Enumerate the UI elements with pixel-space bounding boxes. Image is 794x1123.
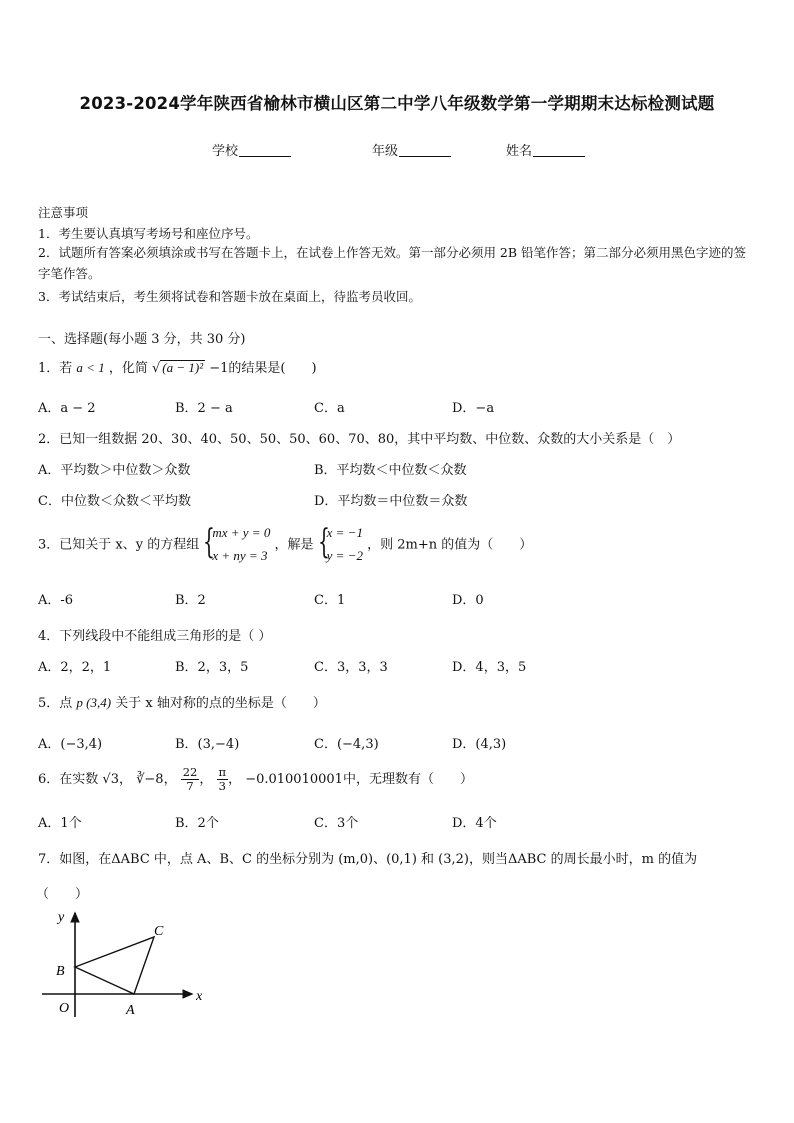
point-c-label: C bbox=[154, 924, 164, 939]
q6-sqrt3: √3 bbox=[102, 772, 119, 787]
point-a-label: A bbox=[126, 1003, 135, 1018]
question-7: 7．如图，在ΔABC 中，点 A、B、C 的坐标分别为 (m,0)、(0,1) 和 (3,2)，则当ΔABC 的周长最小时，m 的值为 bbox=[38, 852, 698, 867]
q3-pre: 3．已知关于 x、y 的方程组 bbox=[38, 537, 200, 553]
q1-option-b: B．2 − a bbox=[175, 401, 233, 416]
grade-label: 年级 bbox=[372, 144, 399, 159]
q3-brace-icon: { bbox=[203, 522, 216, 562]
q5-pre: 5．点 bbox=[38, 696, 73, 711]
question-5 bbox=[38, 692, 326, 711]
q3-option-a: A．-6 bbox=[38, 593, 74, 608]
notice-item-3: 3．考试结束后，考生须将试卷和答题卡放在桌面上，待监考员收回。 bbox=[38, 289, 421, 304]
q1-tail: −1的结果是( ) bbox=[209, 361, 317, 376]
question-3 bbox=[38, 522, 532, 568]
q6-cbrt-neg8: ∛−8 bbox=[136, 772, 164, 787]
question-4: 4．下列线段中不能组成三角形的是（ ） bbox=[38, 629, 272, 644]
school-label: 学校 bbox=[212, 144, 239, 159]
q5-option-b: B．(3,−4) bbox=[175, 737, 240, 752]
q2-option-c: C．中位数＜众数＜平均数 bbox=[38, 494, 191, 509]
q1-option-c: C．a bbox=[314, 401, 345, 416]
q3-equation-system bbox=[203, 522, 270, 568]
origin-label: O bbox=[59, 1001, 70, 1016]
q1-radicand: (a − 1)² bbox=[162, 360, 204, 375]
q2-option-d: D．平均数＝中位数＝众数 bbox=[314, 494, 468, 509]
school-blank bbox=[239, 144, 291, 157]
question-1 bbox=[38, 357, 317, 376]
name-field bbox=[506, 140, 585, 159]
q3-solution-brace-icon: { bbox=[317, 522, 330, 562]
q7-figure bbox=[38, 905, 218, 1025]
q6-decimal: −0.010010001 bbox=[245, 772, 343, 787]
question-6: 6．在实数 √3， ∛−8， $\frac{22}{7}$ ， $\frac{\pi}{3}$ ， −0.010010001中，无理数有（ ） bbox=[38, 765, 473, 793]
y-axis-label: y bbox=[58, 910, 65, 925]
q3-post: ，则 2m+n 的值为（ ） bbox=[367, 537, 533, 553]
q5-option-d: D．(4,3) bbox=[452, 737, 507, 752]
q5-option-a: A．(−3,4) bbox=[38, 737, 103, 752]
notice-item-2: 2．试题所有答案必须填涂或书写在答题卡上，在试卷上作答无效。第一部分必须用 2B 铅笔作答；第二部分必须用黑色字迹的签字笔作答。 bbox=[38, 245, 747, 281]
triangle-abc bbox=[75, 937, 154, 994]
q1-num: 1．若 bbox=[38, 361, 73, 376]
q5-point: p (3,4) bbox=[76, 695, 112, 710]
school-field bbox=[212, 140, 291, 159]
q3-mid: ，解是 bbox=[274, 537, 314, 553]
q1-sqrt-sign: √ bbox=[152, 361, 161, 376]
question-2: 2．已知一组数据 20、30、40、50、50、50、60、70、80，其中平均数、中位数、众数的大小关系是（ ） bbox=[38, 432, 681, 447]
q5-post: 关于 x 轴对称的点的坐标是（ ） bbox=[115, 696, 326, 711]
q3-solution-2: y = −2 bbox=[326, 548, 363, 563]
q3-option-b: B．2 bbox=[175, 593, 206, 608]
q1-condition: a < 1 bbox=[76, 360, 105, 375]
q1-mid: ，化简 bbox=[108, 361, 148, 376]
q3-equation-2: x + ny = 3 bbox=[212, 548, 268, 563]
q4-option-c: C．3，3，3 bbox=[314, 660, 388, 675]
q6-pre: 6．在实数 bbox=[38, 772, 99, 787]
x-axis-label: x bbox=[196, 989, 203, 1004]
q2-option-b: B．平均数＜中位数＜众数 bbox=[314, 463, 467, 478]
q5-option-c: C．(−4,3) bbox=[314, 737, 379, 752]
q3-solution-1: x = −1 bbox=[326, 525, 363, 540]
q3-option-d: D．0 bbox=[452, 593, 484, 608]
q6-fraction-pi-3: $\frac{\pi}{3}$ bbox=[218, 765, 227, 793]
q3-option-c: C．1 bbox=[314, 593, 346, 608]
q7-paren: （ ） bbox=[36, 887, 89, 902]
q1-option-a: A．a − 2 bbox=[38, 401, 96, 416]
grade-field bbox=[372, 140, 451, 159]
notice-item-1: 1．考生要认真填写考场号和座位序号。 bbox=[38, 226, 259, 241]
section-heading: 一、选择题(每小题 3 分，共 30 分) bbox=[38, 332, 246, 347]
q4-option-b: B．2，3，5 bbox=[175, 660, 249, 675]
q6-option-d: D．4个 bbox=[452, 816, 497, 831]
name-blank bbox=[533, 144, 585, 157]
q6-option-b: B．2个 bbox=[175, 816, 219, 831]
grade-blank bbox=[399, 144, 451, 157]
q2-option-a: A．平均数＞中位数＞众数 bbox=[38, 463, 191, 478]
q6-post: 中，无理数有（ ） bbox=[342, 772, 473, 787]
point-b-label: B bbox=[56, 964, 65, 979]
q1-option-d: D．−a bbox=[452, 401, 495, 416]
q6-fraction-22-7: $\frac{22}{7}$ bbox=[182, 765, 198, 793]
q4-option-d: D．4，3，5 bbox=[452, 660, 527, 675]
notice-heading: 注意事项 bbox=[38, 205, 89, 220]
q3-equation-1: mx + y = 0 bbox=[212, 525, 271, 540]
page-title: 2023-2024学年陕西省榆林市横山区第二中学八年级数学第一学期期末达标检测试题 bbox=[79, 94, 715, 113]
q6-option-c: C．3个 bbox=[314, 816, 359, 831]
name-label: 姓名 bbox=[506, 144, 533, 159]
q6-option-a: A．1个 bbox=[38, 816, 82, 831]
q4-option-a: A．2，2，1 bbox=[38, 660, 112, 675]
q3-solution-system bbox=[318, 522, 363, 568]
